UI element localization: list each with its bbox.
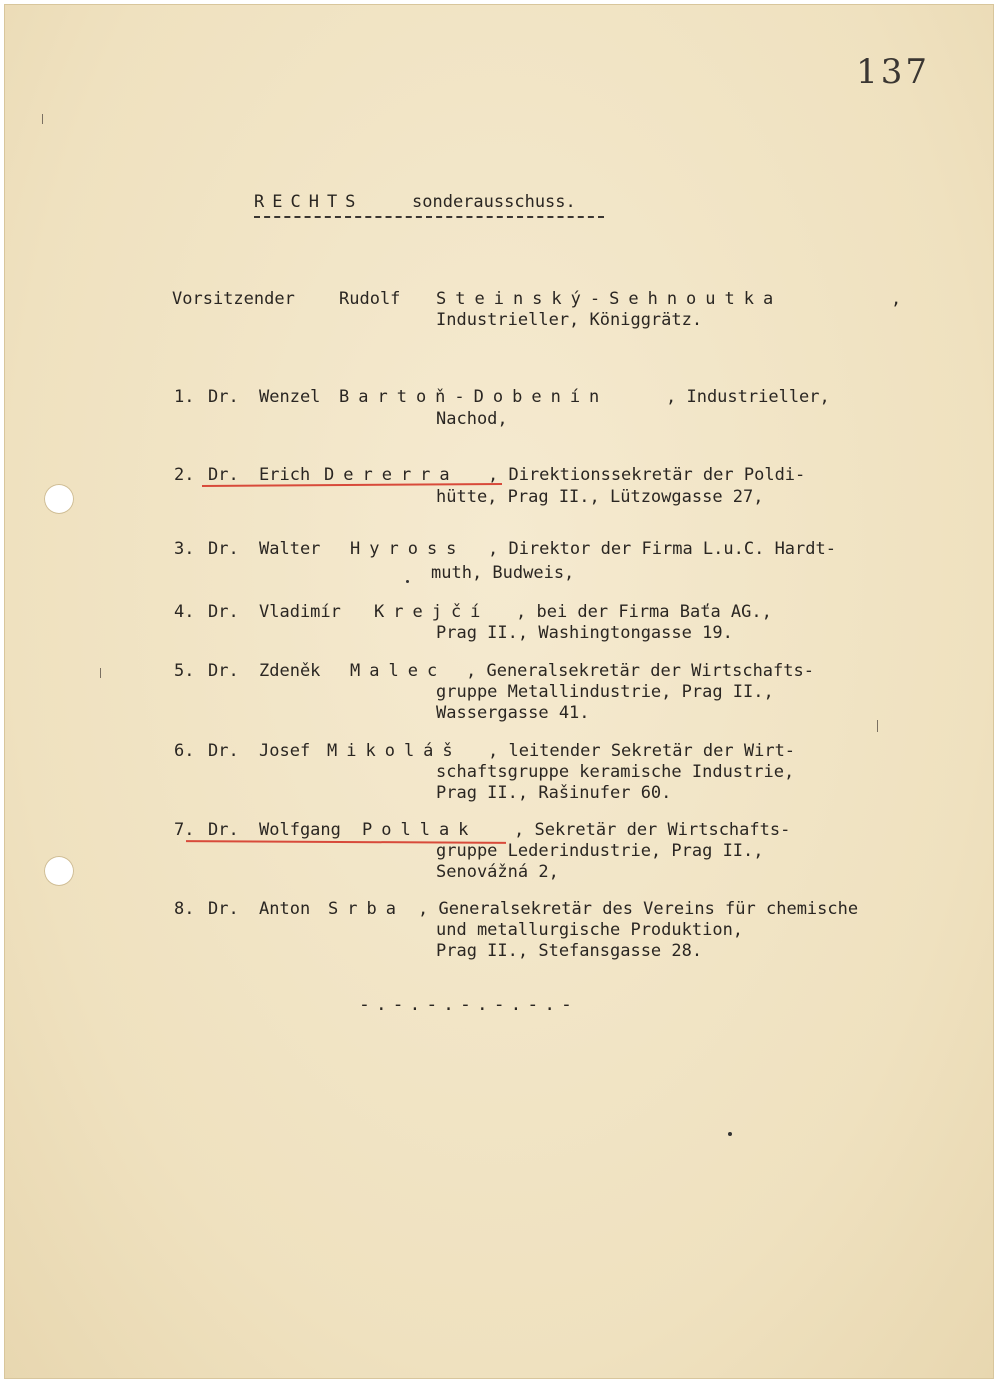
member-title: Dr. — [208, 539, 239, 559]
ink-speck — [728, 1132, 732, 1136]
chair-role: Vorsitzender — [172, 289, 295, 309]
member-number: 4. — [174, 602, 195, 622]
member-title: Dr. — [208, 465, 239, 485]
member-desc-line2: gruppe Metallindustrie, Prag II., — [436, 682, 774, 702]
member-surname: Bartoň-Dobenín — [339, 387, 609, 407]
member-desc-line2: Prag II., Washingtongasse 19. — [436, 623, 733, 643]
margin-mark — [100, 668, 101, 678]
member-desc-line3: Prag II., Rašinufer 60. — [436, 783, 672, 803]
member-title: Dr. — [208, 741, 239, 761]
chair-surname: Steinský-Sehnoutka — [436, 289, 783, 309]
member-desc-line1: , Direktor der Firma L.u.C. Hardt- — [488, 539, 836, 559]
punch-hole-bottom — [44, 856, 74, 886]
end-of-list-marker: -.-.-.-.-.-.- — [359, 994, 578, 1015]
heading-rest: sonderausschuss. — [412, 192, 576, 212]
member-first-name: Wolfgang — [259, 820, 341, 840]
member-desc-line3: Prag II., Stefansgasse 28. — [436, 941, 703, 961]
member-surname: Mikoláš — [327, 741, 462, 761]
member-desc-line3: Senovážná 2, — [436, 862, 559, 882]
member-desc-line1: , leitender Sekretär der Wirt- — [488, 741, 796, 761]
member-first-name: Erich — [259, 465, 311, 485]
member-surname: Hyross — [350, 539, 466, 559]
punch-hole-top — [44, 484, 74, 514]
member-first-name: Josef — [259, 741, 311, 761]
member-surname: Pollak — [362, 820, 478, 840]
member-title: Dr. — [208, 661, 239, 681]
member-number: 7. — [174, 820, 195, 840]
member-desc-line1: , Generalsekretär des Vereins für chemische — [418, 899, 859, 919]
member-surname: Malec — [350, 661, 447, 681]
member-title: Dr. — [208, 387, 239, 407]
member-desc-line2: gruppe Lederindustrie, Prag II., — [436, 841, 764, 861]
chair-description: Industrieller, Königgrätz. — [436, 310, 703, 330]
member-desc-line2: muth, Budweis, — [431, 563, 575, 583]
member-desc-line2: schaftsgruppe keramische Industrie, — [436, 762, 795, 782]
member-number: 2. — [174, 465, 195, 485]
member-first-name: Walter — [259, 539, 321, 559]
member-number: 8. — [174, 899, 195, 919]
member-first-name: Vladimír — [259, 602, 341, 622]
member-first-name: Anton — [259, 899, 311, 919]
member-desc-line1: , bei der Firma Baťa AG., — [516, 602, 772, 622]
margin-mark — [42, 114, 43, 124]
member-desc-line1: , Industrieller, — [666, 387, 830, 407]
member-number: 6. — [174, 741, 195, 761]
member-surname: Dererra — [324, 465, 459, 485]
member-surname: Krejčí — [374, 602, 490, 622]
member-desc-line2: hütte, Prag II., Lützowgasse 27, — [436, 487, 764, 507]
red-pencil-underline — [186, 840, 506, 844]
member-title: Dr. — [208, 820, 239, 840]
document-page — [4, 4, 994, 1379]
member-surname: Srba — [328, 899, 405, 919]
member-desc-line3: Wassergasse 41. — [436, 703, 590, 723]
member-desc-line2: Nachod, — [436, 409, 508, 429]
member-number: 3. — [174, 539, 195, 559]
member-title: Dr. — [208, 602, 239, 622]
member-first-name: Zdeněk — [259, 661, 321, 681]
heading-caps: RECHTS — [254, 192, 364, 212]
member-title: Dr. — [208, 899, 239, 919]
member-desc-line1: , Direktionssekretär der Poldi- — [488, 465, 806, 485]
member-first-name: Wenzel — [259, 387, 321, 407]
ink-speck — [406, 580, 409, 583]
chair-surname-comma: , — [891, 289, 902, 309]
page-number: 137 — [856, 52, 930, 92]
chair-first-name: Rudolf — [339, 289, 401, 309]
heading-underline — [254, 216, 604, 218]
member-number: 5. — [174, 661, 195, 681]
member-desc-line1: , Sekretär der Wirtschafts- — [514, 820, 791, 840]
member-desc-line2: und metallurgische Produktion, — [436, 920, 744, 940]
margin-mark — [877, 720, 878, 732]
member-number: 1. — [174, 387, 195, 407]
member-desc-line1: , Generalsekretär der Wirtschafts- — [466, 661, 814, 681]
